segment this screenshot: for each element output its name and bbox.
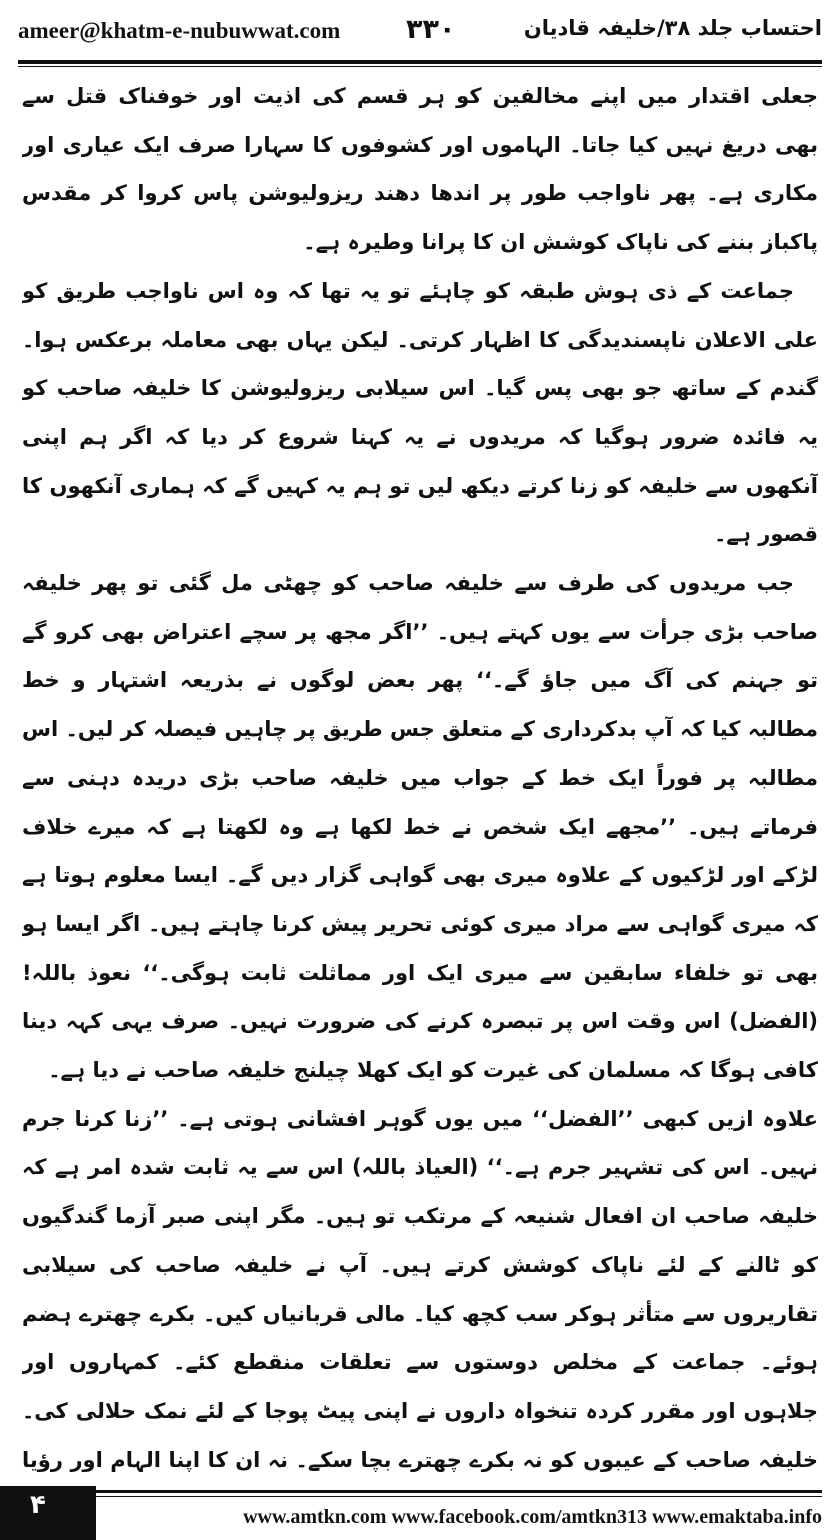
- header-page-number: ۳۳۰: [406, 14, 456, 45]
- footer-rule-thin: [96, 1496, 822, 1497]
- footer-page-tab: [0, 1486, 96, 1540]
- page-header: [18, 14, 822, 58]
- footer-rule: [96, 1490, 822, 1493]
- paragraph-4: علاوہ ازیں کبھی ’’الفضل‘‘ میں یوں گوہر افشانی ہوتی ہے۔ ’’زنا کرنا جرم نہیں۔ اس کی تشہیر جرم ہے۔‘‘ (العیاذ باللہ) اس سے یہ ثابت شدہ امر ہے کہ خلیفہ صاحب ان افعال شنیعہ کے مرتکب تو ہیں۔ مگر اپنی صبر آزما گندگیوں کو ٹالنے کے لئے ناپاک کوشش کرتے ہیں۔ آپ نے خلیفہ صاحب کی سیلابی تقاریروں سے متأثر ہوکر سب کچھ کیا۔ مالی قربانیاں کیں۔ بکرے چھترے ہضم ہوئے۔ جماعت کے مخلص دوستوں سے تعلقات منقطع کئے۔ کمہاروں اور جلاہوں اور مقرر کردہ تنخواہ داروں نے اپنی پیٹ پوجا کے لئے نمک حلالی کی۔ خلیفہ صاحب کے عیبوں کو نہ بکرے چھترے بچا سکے۔ نہ ان کا اپنا الہام اور رؤیا: [22, 1106, 818, 1472]
- paragraph-1: جعلی اقتدار میں اپنے مخالفین کو ہر قسم کی اذیت اور خوفناک قتل سے بھی دریغ نہیں کیا جاتا۔ الہاموں اور کشوفوں کا سہارا صرف ایک عیاری اور مکاری ہے۔ پھر ناواجب طور پر اندھا دھند ریزولیوشن پاس کروا کر مقدس پاکباز بننے کی ناپاک کوشش ان کا پرانا وطیرہ ہے۔: [22, 84, 818, 255]
- page-body: [22, 72, 818, 1472]
- footer-links: www.amtkn.com www.facebook.com/amtkn313 www.emaktaba.info: [243, 1506, 822, 1528]
- paragraph-2: جماعت کے ذی ہوش طبقہ کو چاہئے تو یہ تھا کہ وہ اس ناواجب طریق کو علی الاعلان ناپسندیدگی کا اظہار کرتی۔ لیکن یہاں بھی معاملہ برعکس ہوا۔ گندم کے ساتھ جو بھی پس گیا۔ اس سیلابی ریزولیوشن کا خلیفہ صاحب کو یہ فائدہ ضرور ہوگیا کہ مریدوں نے یہ کہنا شروع کر دیا کہ اگر ہم اپنی آنکھوں سے خلیفہ کو زنا کرتے دیکھ لیں تو ہم یہ کہیں گے کہ ہماری آنکھوں کا قصور ہے۔: [22, 278, 818, 547]
- header-rule-thin: [18, 66, 822, 67]
- paragraph-3: جب مریدوں کی طرف سے خلیفہ صاحب کو چھٹی مل گئی تو پھر خلیفہ صاحب بڑی جرأت سے یوں کہتے ہیں۔ ’’اگر مجھ پر سچے اعتراض بھی کرو گے تو جہنم کی آگ میں جاؤ گے۔‘‘ پھر بعض لوگوں نے بذریعہ اشتہار و خط مطالبہ کیا کہ آپ بدکرداری کے متعلق جس طریق پر چاہیں فیصلہ کر لیں۔ اس مطالبہ پر فوراً ایک خط کے جواب میں خلیفہ صاحب بڑی دریدہ دہنی سے فرماتے ہیں۔ ’’مجھے ایک شخص نے خط لکھا ہے وہ لکھتا ہے کہ میرے خلاف لڑکے اور لڑکیوں کے علاوہ میری بھی گواہی گزار دیں گے۔ ایسا معلوم ہوتا ہے کہ میری گواہی سے مراد میری کوئی تحریر پیش کرنا چاہتے ہیں۔ اگر ایسا ہو بھی تو خلفاء سابقین سے میری ایک اور مماثلت ثابت ہوگی۔‘‘ نعوذ باللہ! (الفضل) اس وقت اس پر تبصرہ کرنے کی ضرورت نہیں۔ صرف یہی کہہ دینا کافی ہوگا کہ مسلمان کی غیرت کو ایک کھلا چیلنج خلیفہ صاحب نے دیا ہے۔: [22, 571, 818, 1083]
- footer-page-number: ۴: [30, 1490, 46, 1520]
- header-rule: [18, 60, 822, 64]
- header-email: ameer@khatm-e-nubuwwat.com: [18, 18, 341, 43]
- header-title: احتساب جلد ۳۸/خلیفہ قادیان: [523, 16, 822, 40]
